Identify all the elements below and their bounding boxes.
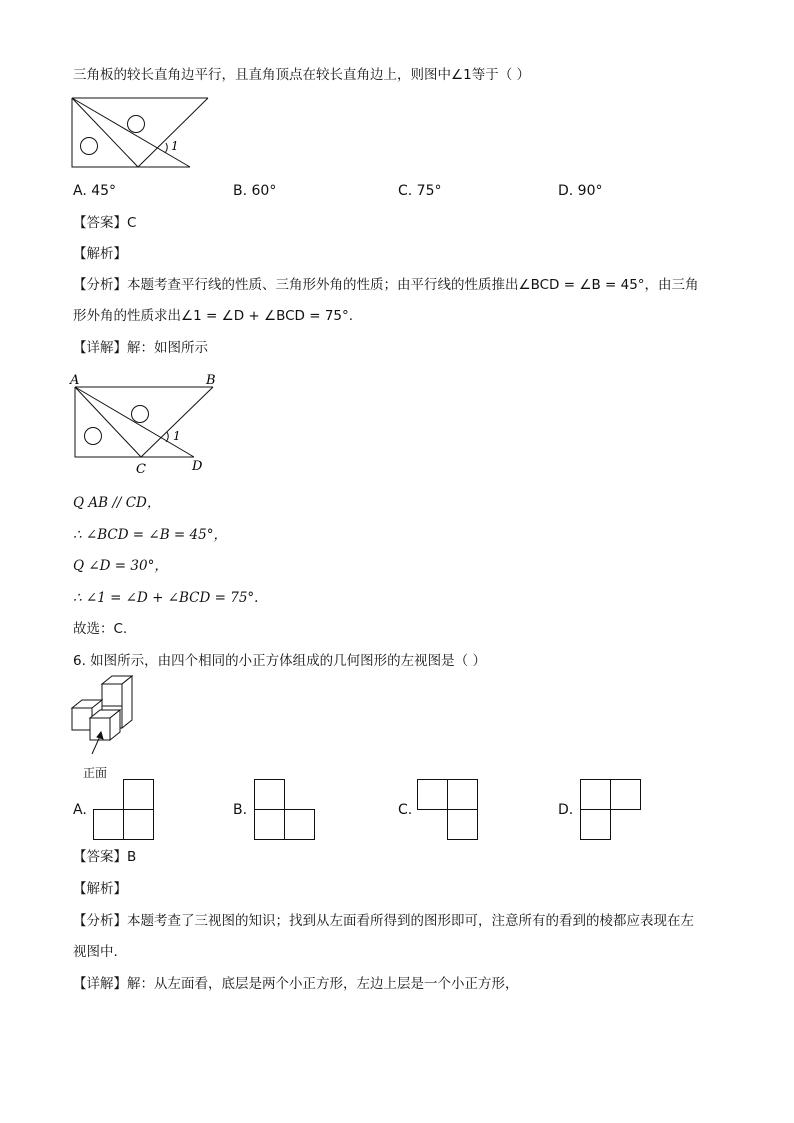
point-b-label: B bbox=[206, 373, 216, 388]
q5-step3: Q ∠D = 30°， bbox=[73, 558, 168, 574]
q5-fenxi-line1: 【分析】本题考查平行线的性质、三角形外角的性质；由平行线的性质推出∠BCD = ∠B = 45°，由三角 bbox=[73, 277, 699, 293]
q5-figure bbox=[70, 96, 215, 171]
q5-xiangjie: 【详解】解：如图所示 bbox=[73, 340, 208, 356]
point-d-label: D bbox=[192, 459, 203, 474]
angle-1-arc bbox=[165, 143, 167, 153]
q6-answer: 【答案】B bbox=[73, 849, 137, 865]
q5-option-a: A. 45° bbox=[73, 183, 117, 199]
q5-option-b: B. 60° bbox=[233, 183, 277, 199]
q6-option-b: B. bbox=[233, 802, 248, 818]
q6-xiangjie: 【详解】解：从左面看，底层是两个小正方形，左边上层是一个小正方形， bbox=[73, 976, 519, 992]
q6-option-c-figure bbox=[417, 779, 479, 841]
q5-jiexi: 【解析】 bbox=[73, 246, 127, 262]
point-a-label: A bbox=[70, 373, 80, 388]
q5-guxuan: 故选：C. bbox=[73, 621, 128, 637]
front-label: 正面 bbox=[83, 766, 108, 780]
q6-fenxi-line2: 视图中. bbox=[73, 944, 118, 960]
q5-option-d: D. 90° bbox=[558, 183, 603, 199]
q5-step2: ∴ ∠BCD = ∠B = 45°， bbox=[73, 527, 227, 543]
q5-fenxi-line2: 形外角的性质求出∠1 = ∠D + ∠BCD = 75°. bbox=[73, 308, 354, 324]
q6-jiexi: 【解析】 bbox=[73, 881, 127, 897]
line-a-to-c bbox=[72, 98, 138, 167]
q5-step4: ∴ ∠1 = ∠D + ∠BCD = 75°. bbox=[73, 590, 259, 606]
q5-detail-figure bbox=[70, 372, 220, 476]
q6-option-d: D. bbox=[558, 802, 574, 818]
q5-answer: 【答案】C bbox=[73, 215, 137, 231]
hole-left bbox=[81, 138, 98, 155]
point-c-label: C bbox=[136, 462, 146, 477]
q6-cube-figure bbox=[70, 674, 140, 756]
q6-option-a-figure bbox=[93, 779, 155, 841]
q6-stem: 6. 如图所示，由四个相同的小正方体组成的几何图形的左视图是（ ） bbox=[73, 653, 486, 669]
q6-fenxi-line1: 【分析】本题考查了三视图的知识；找到从左面看所得到的图形即可，注意所有的看到的棱都应表现在左 bbox=[73, 913, 694, 929]
q6-option-b-figure bbox=[254, 779, 316, 841]
hole-right bbox=[128, 116, 145, 133]
q6-option-d-figure bbox=[580, 779, 642, 841]
q6-option-a: A. bbox=[73, 802, 87, 818]
q5-option-c: C. 75° bbox=[398, 183, 442, 199]
angle-1-label: 1 bbox=[171, 139, 179, 153]
angle-1-label: 1 bbox=[173, 429, 181, 443]
q6-option-c: C. bbox=[398, 802, 413, 818]
q5-stem: 三角板的较长直角边平行，且直角顶点在较长直角边上，则图中∠1等于（ ） bbox=[73, 67, 530, 83]
q5-step1: Q AB // CD， bbox=[73, 495, 161, 511]
